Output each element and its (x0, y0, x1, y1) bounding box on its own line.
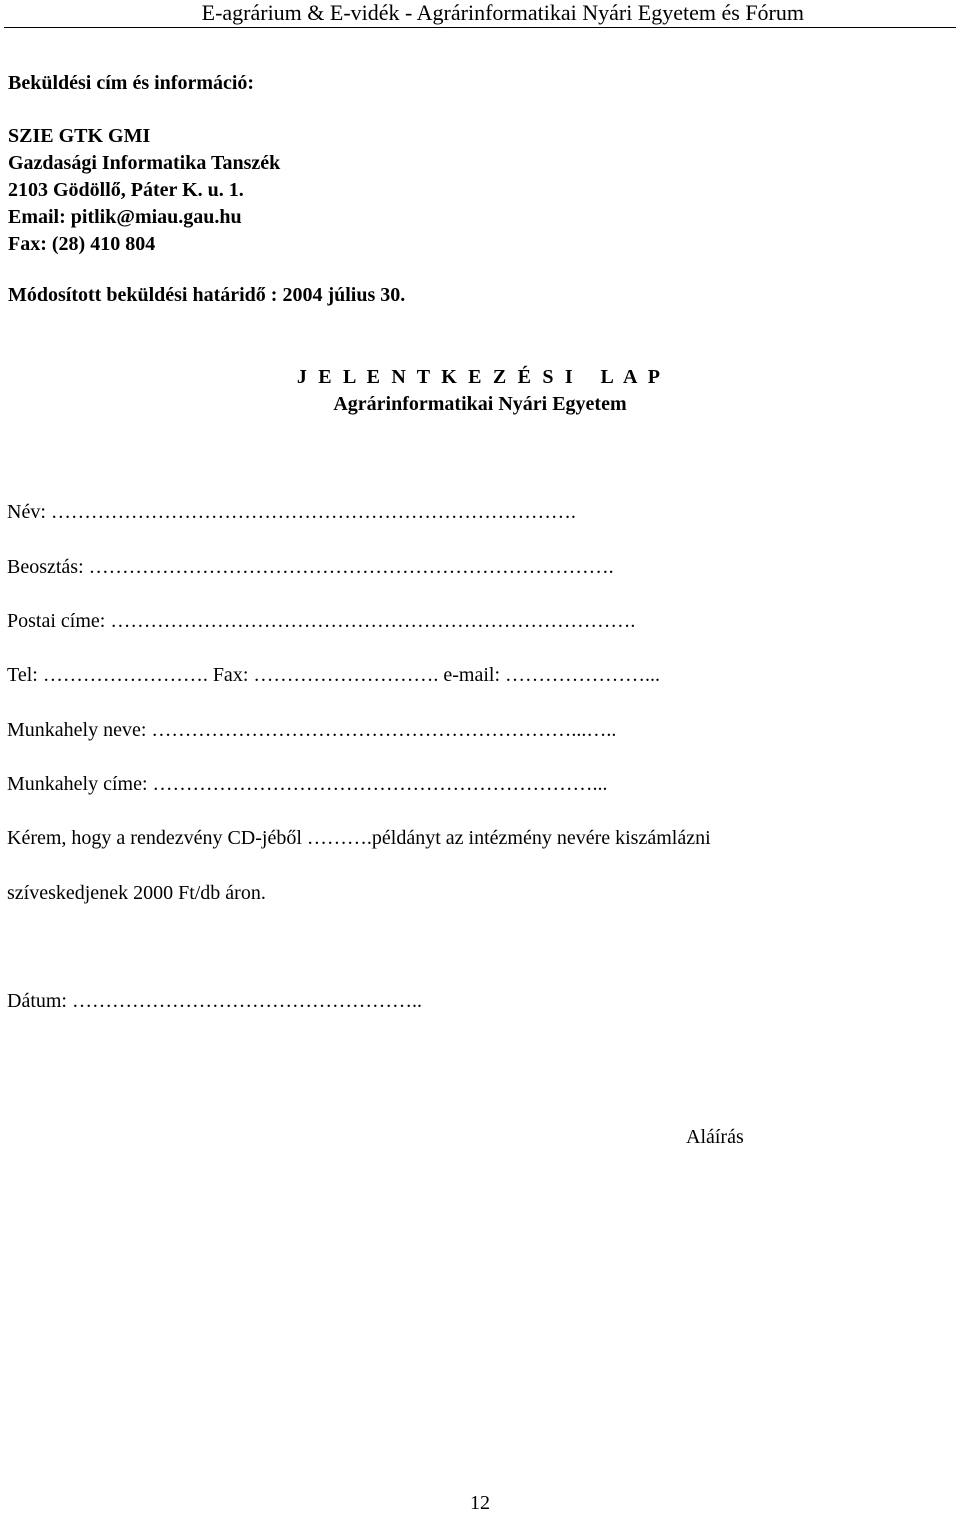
postal-dots: ……………………………………………………………………. (110, 610, 636, 632)
fax-label: Fax: (212, 664, 249, 686)
cd-request-suffix: példányt az intézmény nevére kiszámlázni (371, 827, 711, 849)
deadline-notice: Módosított beküldési határidő : 2004 július 30. (8, 284, 406, 306)
workplace-name-dots: ………………………………………………………...….. (151, 719, 617, 741)
date-field (7, 989, 422, 1013)
page-number: 12 (470, 1492, 490, 1514)
workplace-name-field (7, 718, 616, 742)
date-dots: …………………………………………….. (72, 990, 422, 1012)
tel-label: Tel: (7, 664, 38, 686)
position-field (7, 555, 614, 579)
org-email: Email: pitlik@miau.gau.hu (8, 206, 242, 228)
tel-dots: ……………………. (42, 664, 208, 686)
workplace-address-label: Munkahely címe: (7, 773, 148, 795)
email-dots: …………………... (505, 664, 661, 686)
signature-label: Aláírás (686, 1126, 744, 1148)
workplace-address-dots: …………………………………………………………... (152, 773, 608, 795)
form-title: J E L E N T K E Z É S I L A P (296, 366, 664, 388)
org-address: 2103 Gödöllő, Páter K. u. 1. (8, 179, 244, 201)
postal-label: Postai címe: (7, 610, 106, 632)
email-label: e-mail: (443, 664, 501, 686)
name-dots: ……………………………………………………………………. (50, 501, 576, 523)
submission-heading: Beküldési cím és információ: (8, 72, 255, 94)
position-label: Beosztás: (7, 556, 84, 578)
form-subtitle: Agrárinformatikai Nyári Egyetem (333, 393, 627, 415)
cd-request-line-2: szíveskedjenek 2000 Ft/db áron. (7, 882, 266, 904)
cd-request-line-1 (7, 826, 711, 850)
org-line-2: Gazdasági Informatika Tanszék (8, 152, 281, 174)
date-label: Dátum: (7, 990, 67, 1012)
position-dots: ……………………………………………………………………. (88, 556, 614, 578)
cd-request-dots: ………. (306, 827, 372, 849)
fax-dots: ………………………. (253, 664, 439, 686)
org-line-1: SZIE GTK GMI (8, 125, 151, 147)
name-field (7, 500, 576, 524)
postal-field (7, 609, 635, 633)
cd-request-prefix: Kérem, hogy a rendezvény CD-jéből (7, 827, 302, 849)
workplace-address-field (7, 772, 608, 796)
contact-field (7, 663, 660, 687)
org-fax: Fax: (28) 410 804 (8, 233, 156, 255)
workplace-name-label: Munkahely neve: (7, 719, 147, 741)
name-label: Név: (7, 501, 46, 523)
running-header: E-agrárium & E-vidék - Agrárinformatikai Nyári Egyetem és Fórum (201, 0, 804, 25)
header-rule (4, 27, 956, 28)
